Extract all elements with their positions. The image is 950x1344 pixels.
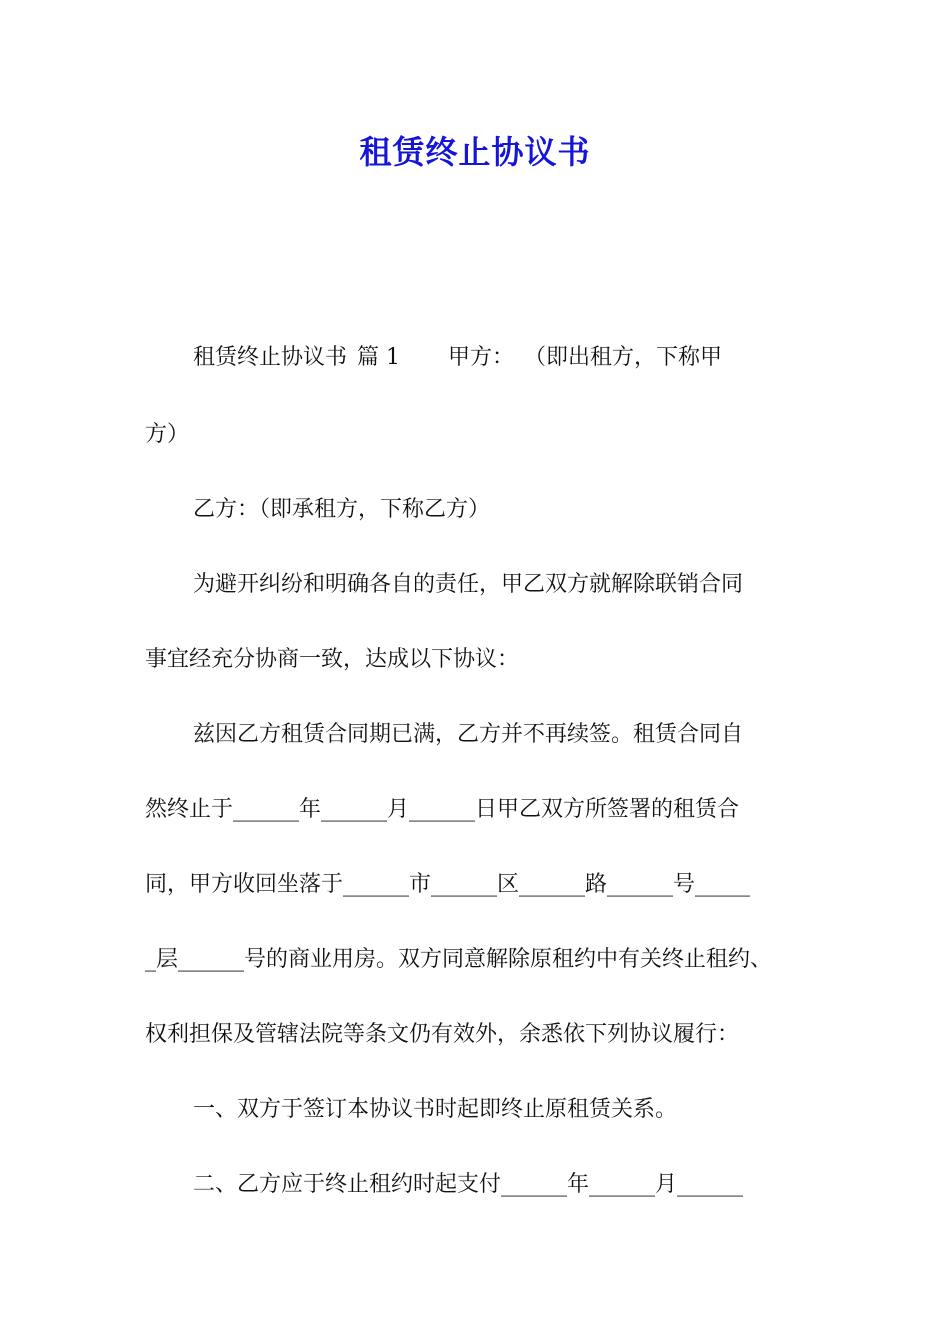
paragraph-line-2: 方） [145,422,190,447]
paragraph-line-6: 兹因乙方租赁合同期已满，乙方并不再续签。租赁合同自 [193,722,744,747]
paragraph-line-12: 二、乙方应于终止租约时起支付______年______月______ [193,1172,744,1197]
paragraph-line-1 [193,341,893,375]
section-number: 篇 1 [357,345,401,370]
party-a-note: （即出租方，下称甲 [524,345,723,370]
party-a-label: 甲方： [448,345,515,370]
paragraph-line-4: 为避开纠纷和明确各自的责任，甲乙双方就解除联销合同 [193,572,744,597]
paragraph-line-8: 同，甲方收回坐落于______市______区______路______号_____ [145,872,751,897]
paragraph-line-3: 乙方：（即承租方，下称乙方） [193,497,491,522]
paragraph-line-9: _层______号的商业用房。双方同意解除原租约中有关终止租约、 [145,947,773,972]
document-title: 租赁终止协议书 [359,133,591,171]
heading-text: 租赁终止协议书 [193,345,348,370]
paragraph-line-5: 事宜经充分协商一致，达成以下协议： [145,647,520,672]
paragraph-line-7: 然终止于______年______月______日甲乙双方所签署的租赁合 [145,797,740,822]
paragraph-line-11: 一、双方于签订本协议书时起即终止原租赁关系。 [193,1097,678,1122]
paragraph-line-10: 权利担保及管辖法院等条文仍有效外，余悉依下列协议履行： [145,1022,740,1047]
